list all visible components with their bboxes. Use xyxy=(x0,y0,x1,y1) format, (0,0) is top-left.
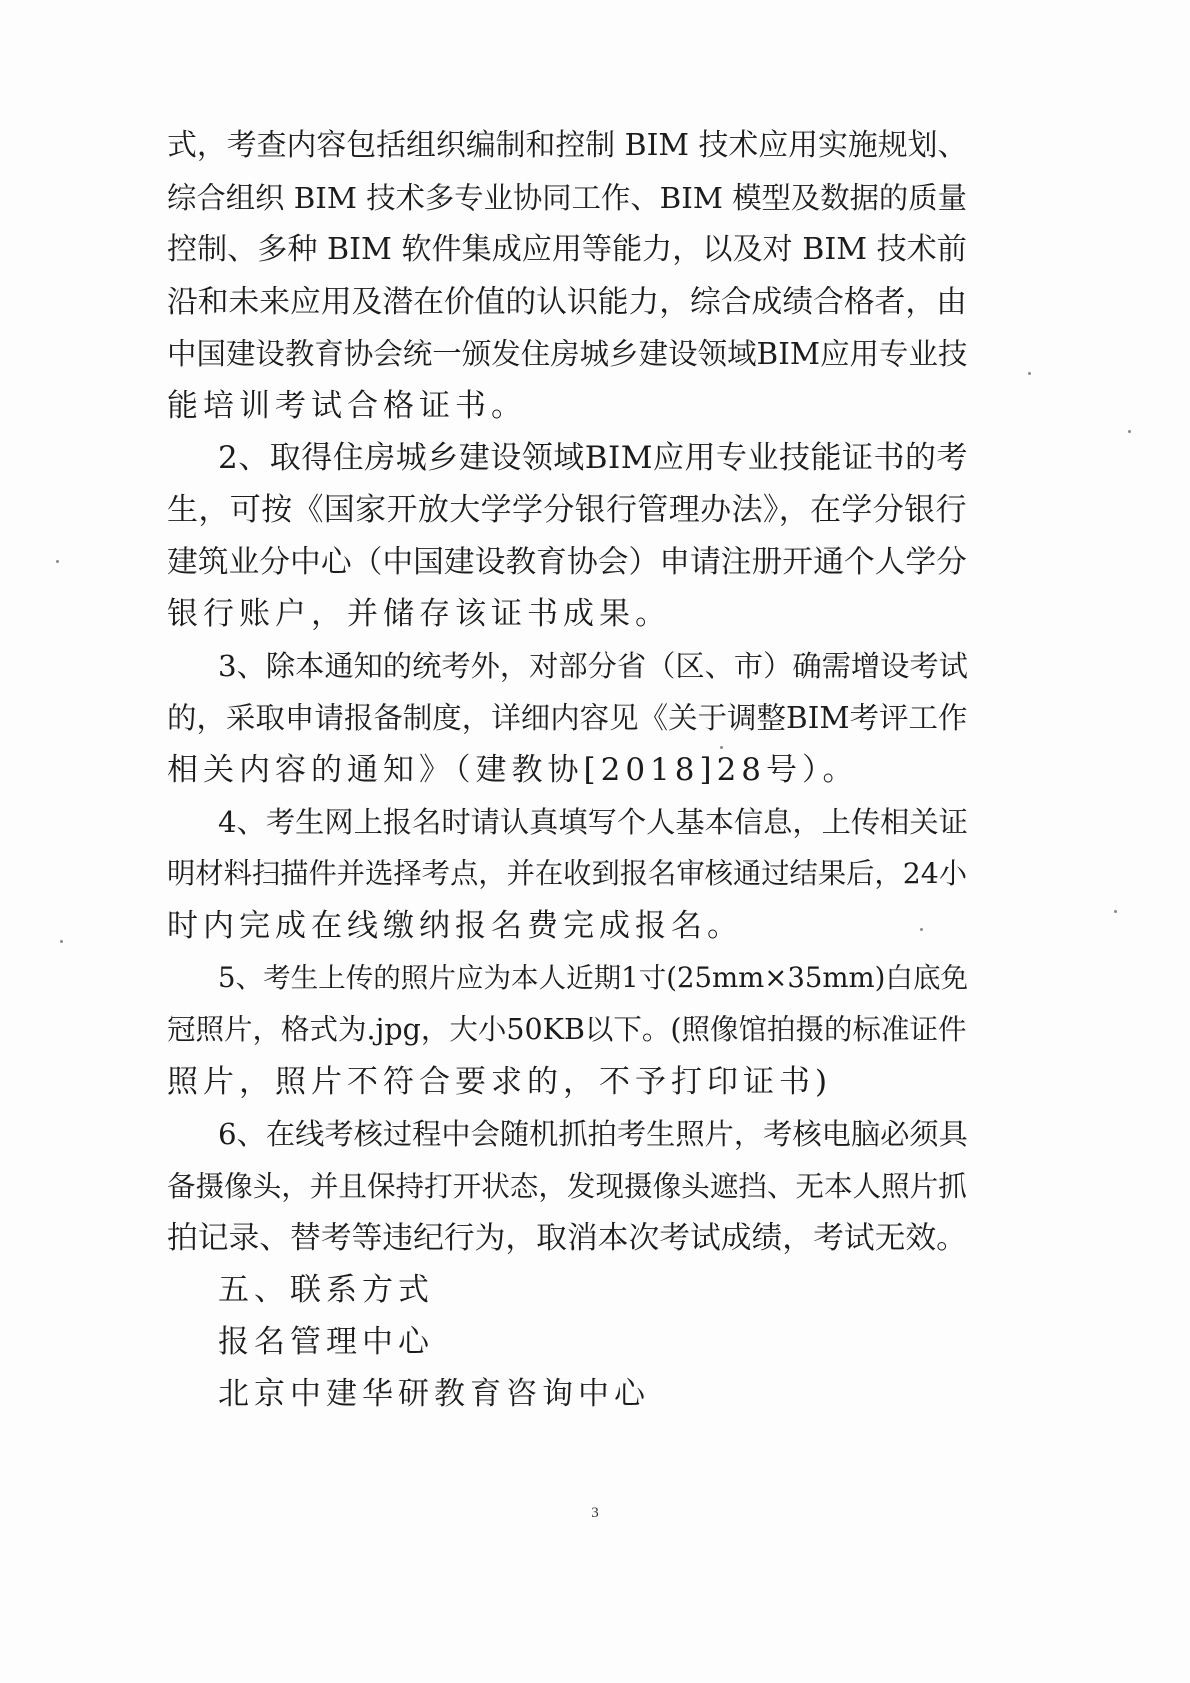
body-line: 建筑业分中心（中国建设教育协会）申请注册开通个人学分 xyxy=(167,544,967,580)
list-item-5-line: 5、考生上传的照片应为本人近期1寸(25mm×35mm)白底免 xyxy=(218,962,969,994)
body-line: 照片，照片不符合要求的，不予打印证书) xyxy=(167,1064,833,1100)
body-line: 中国建设教育协会统一颁发住房城乡建设领域BIM应用专业技 xyxy=(167,337,968,371)
list-item-3-line: 3、除本通知的统考外，对部分省（区、市）确需增设考试 xyxy=(218,649,968,683)
body-line: 冠照片，格式为.jpg，大小50KB以下。(照像馆拍摄的标准证件 xyxy=(167,1013,967,1046)
body-line: 能培训考试合格证书。 xyxy=(167,388,527,424)
scan-speck xyxy=(1028,372,1031,375)
scan-speck xyxy=(720,746,723,749)
scan-speck xyxy=(1128,430,1131,433)
body-line: 控制、多种 BIM 软件集成应用等能力，以及对 BIM 技术前 xyxy=(167,232,967,267)
scan-speck xyxy=(920,928,923,931)
body-line: 银行账户，并储存该证书成果。 xyxy=(167,596,671,632)
body-line: 明材料扫描件并选择考点，并在收到报名审核通过结果后，24小 xyxy=(167,857,968,890)
body-line: 相关内容的通知》（建教协[2018]28号）。 xyxy=(167,752,859,788)
contact-line: 报名管理中心 xyxy=(218,1324,434,1360)
list-item-2-line: 2、取得住房城乡建设领域BIM应用专业技能证书的考 xyxy=(218,440,968,476)
body-line: 拍记录、替考等违纪行为，取消本次考试成绩，考试无效。 xyxy=(167,1220,967,1256)
scan-speck xyxy=(60,940,63,943)
body-line: 时内完成在线缴纳报名费完成报名。 xyxy=(167,908,743,944)
body-line: 的，采取申请报备制度，详细内容见《关于调整BIM考评工作 xyxy=(167,701,968,735)
scan-speck xyxy=(56,560,59,563)
section-heading-contact: 五、联系方式 xyxy=(218,1272,434,1308)
scan-speck xyxy=(1114,910,1117,913)
body-line: 综合组织 BIM 技术多专业协同工作、BIM 模型及数据的质量 xyxy=(167,181,967,215)
list-item-6-line: 6、在线考核过程中会随机抓拍考生照片，考核电脑必须具 xyxy=(218,1117,968,1151)
list-item-4-line: 4、考生网上报名时请认真填写个人基本信息，上传相关证 xyxy=(218,805,968,839)
page-number: 3 xyxy=(591,1505,599,1521)
contact-line: 北京中建华研教育咨询中心 xyxy=(218,1376,650,1412)
body-line: 生，可按《国家开放大学学分银行管理办法》，在学分银行 xyxy=(167,492,967,528)
body-line: 式，考查内容包括组织编制和控制 BIM 技术应用实施规划、 xyxy=(167,128,968,163)
body-line: 备摄像头，并且保持打开状态，发现摄像头遮挡、无本人照片抓 xyxy=(167,1169,967,1203)
body-line: 沿和未来应用及潜在价值的认识能力，综合成绩合格者，由 xyxy=(167,284,967,320)
